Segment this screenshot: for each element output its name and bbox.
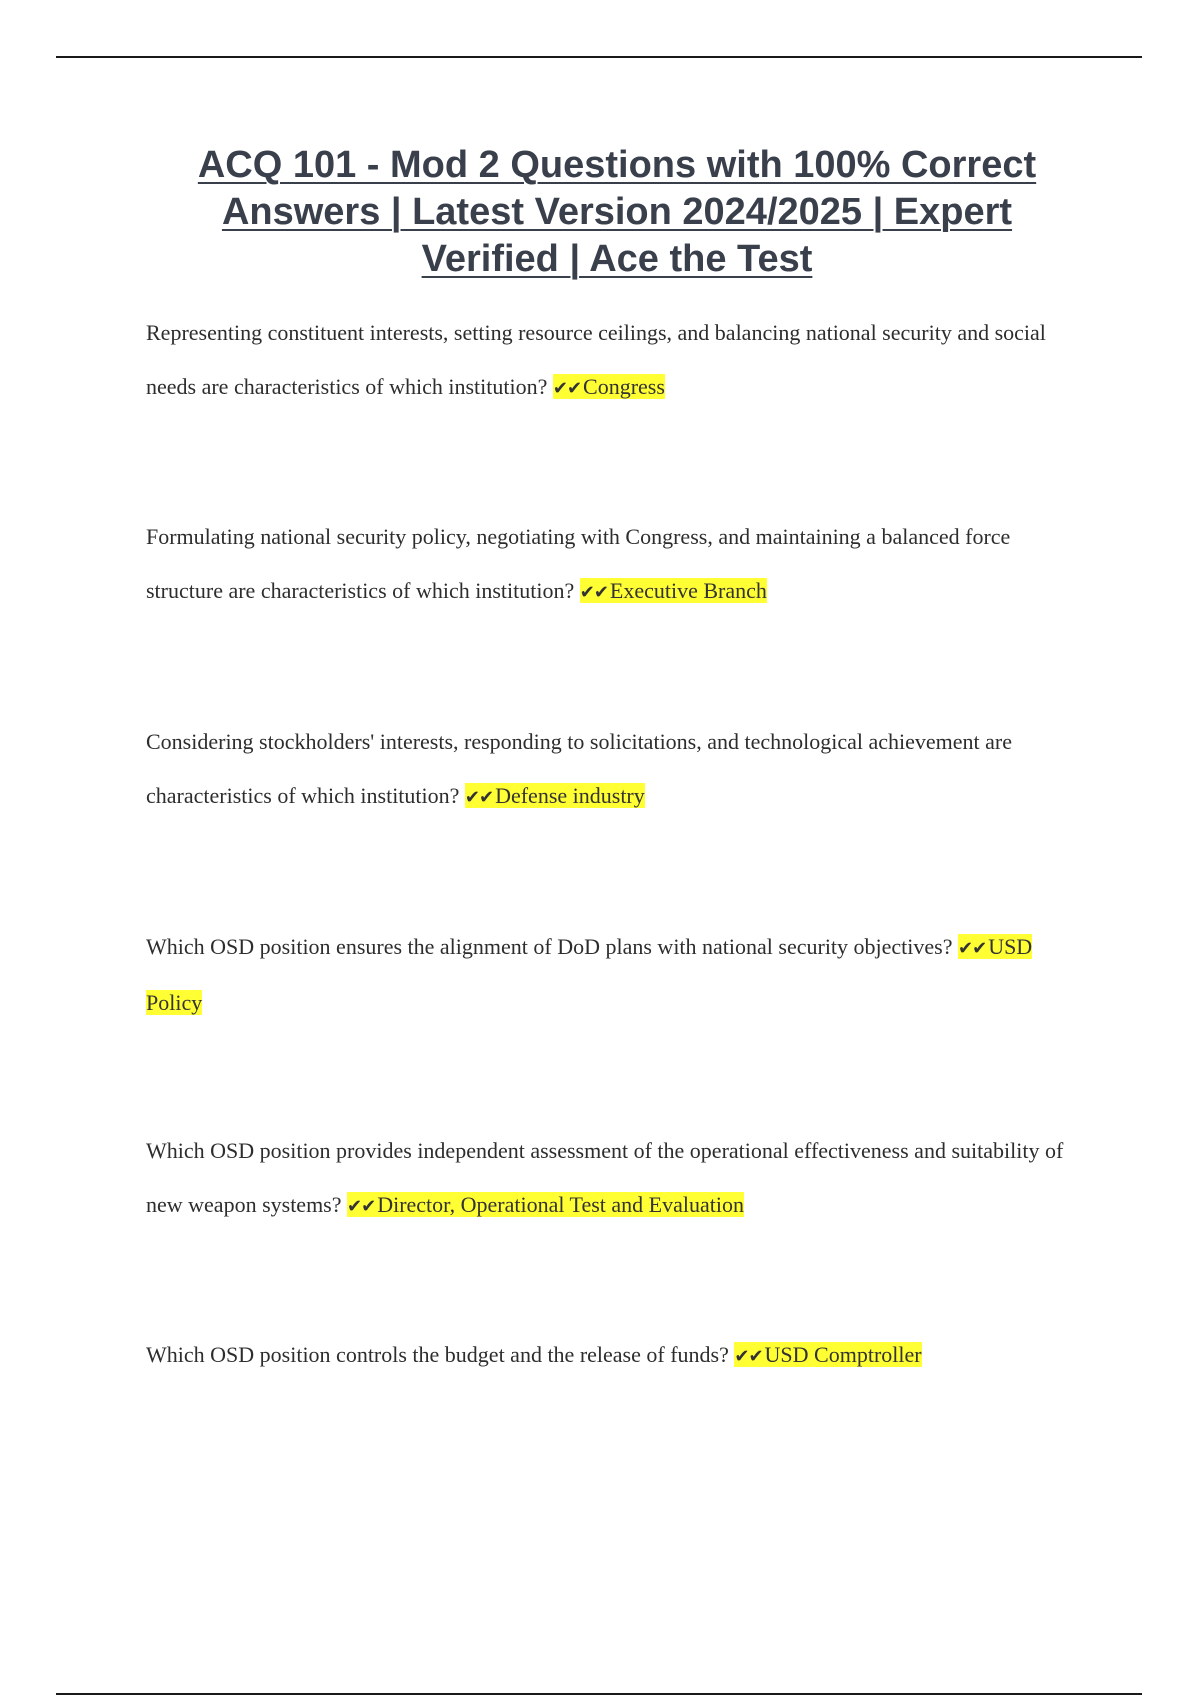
- header-rule: [56, 56, 1142, 58]
- answer-highlight: [580, 578, 767, 603]
- double-check-icon: ✔✔: [347, 1196, 376, 1217]
- answer-text: USD Comptroller: [764, 1342, 922, 1367]
- double-check-icon: ✔✔: [958, 938, 987, 959]
- answer-highlight: [465, 783, 645, 808]
- answer-text: Defense industry: [495, 783, 645, 808]
- answer-text: Director, Operational Test and Evaluation: [377, 1192, 744, 1217]
- qa-item-5: [146, 1124, 1086, 1234]
- double-check-icon: ✔✔: [734, 1346, 763, 1367]
- qa-item-1: [146, 306, 1086, 416]
- question-text: Which OSD position controls the budget and the release of funds?: [146, 1342, 729, 1367]
- question-text: Formulating national security policy, negotiating with Congress, and maintaining a balanced force structure are characteristics of which institution?: [146, 524, 1011, 603]
- question-text: Which OSD position ensures the alignment of DoD plans with national security objectives?: [146, 934, 953, 959]
- qa-item-6: [146, 1328, 1086, 1384]
- document-title: ACQ 101 - Mod 2 Questions with 100% Correct Answers | Latest Version 2024/2025 | Expert Verified | Ace the Test: [197, 144, 1037, 280]
- question-text: Representing constituent interests, setting resource ceilings, and balancing national security and social needs are characteristics of which institution?: [146, 320, 1046, 399]
- question-text: Which OSD position provides independent assessment of the operational effectiveness and suitability of new weapon systems?: [146, 1138, 1064, 1217]
- answer-text: Executive Branch: [609, 578, 767, 603]
- answer-highlight: [553, 374, 665, 399]
- question-text: Considering stockholders' interests, responding to solicitations, and technological achievement are characteristics of which institution?: [146, 729, 1013, 808]
- qa-item-2: [146, 510, 1086, 620]
- answer-text: USD Policy: [146, 934, 1033, 1015]
- answer-highlight: [347, 1192, 744, 1217]
- double-check-icon: ✔✔: [552, 378, 582, 399]
- footer-rule: [56, 1693, 1142, 1695]
- double-check-icon: ✔✔: [464, 787, 494, 808]
- answer-highlight: [734, 1342, 921, 1367]
- qa-item-4: [146, 920, 1086, 1030]
- qa-item-3: [146, 715, 1086, 825]
- answer-text: Congress: [583, 374, 665, 399]
- double-check-icon: ✔✔: [579, 582, 608, 603]
